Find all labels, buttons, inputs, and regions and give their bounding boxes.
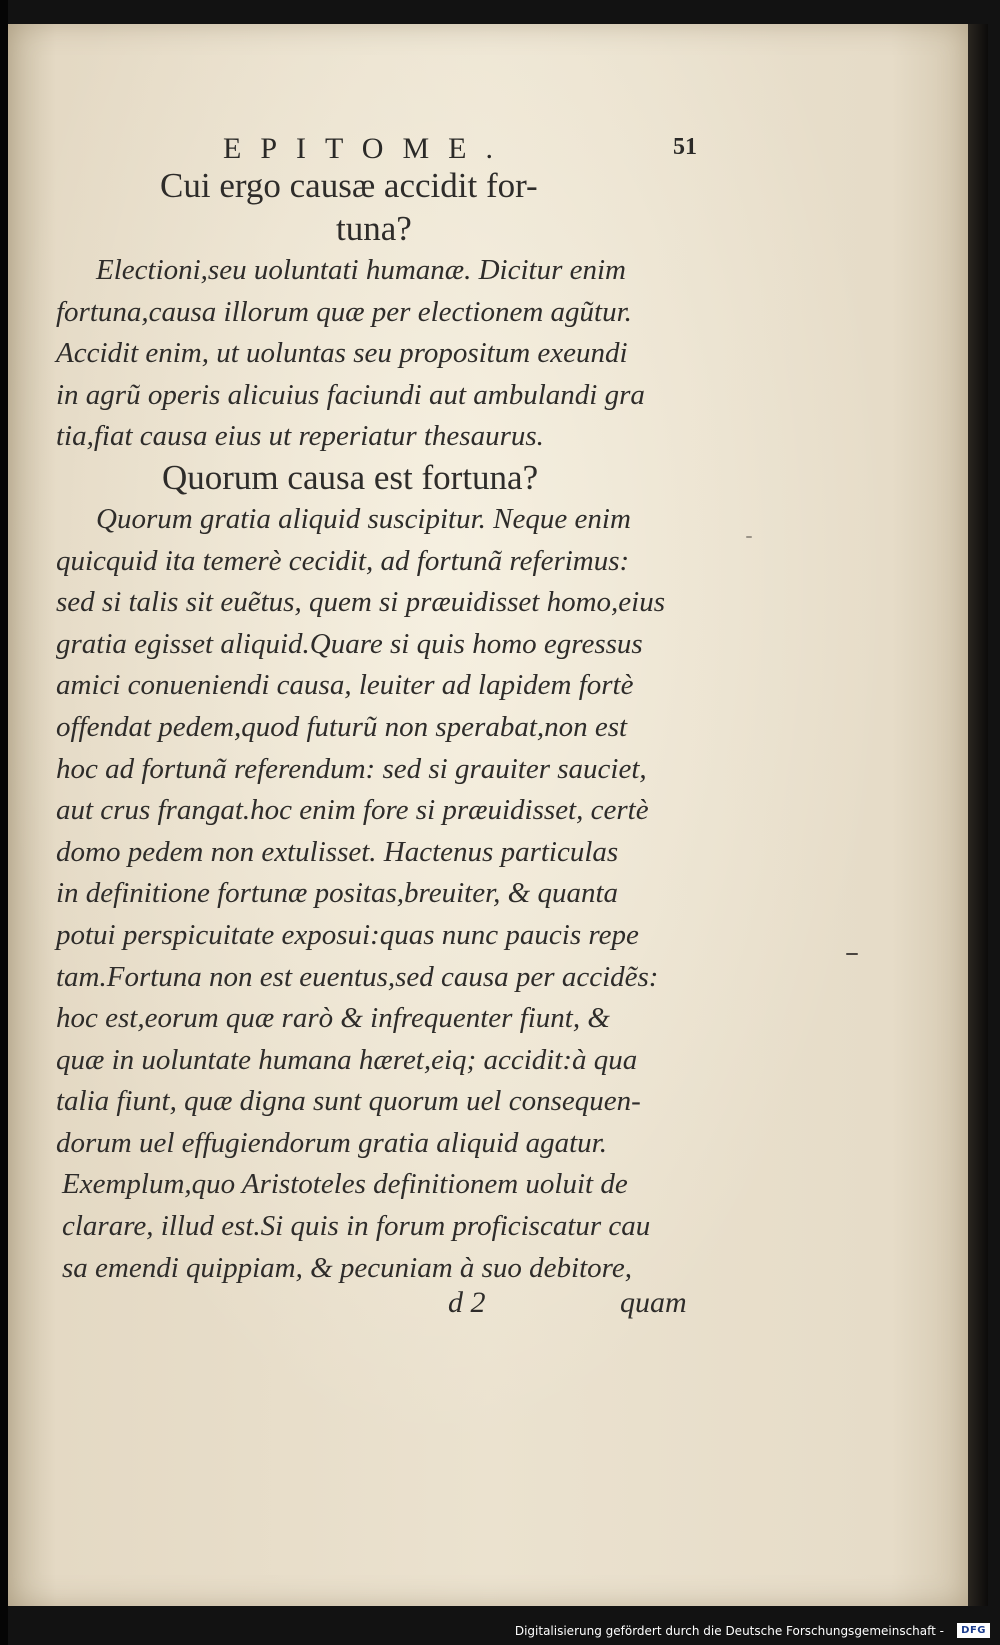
answer-paragraph-2 xyxy=(56,499,706,1289)
text-line: hoc est,eorum quæ rarò & infrequenter fiunt, & xyxy=(56,1002,610,1035)
scan-background-left xyxy=(0,0,8,1645)
answer-paragraph-1 xyxy=(56,250,706,458)
text-line: Accidit enim, ut uoluntas seu propositum exeundi xyxy=(56,337,628,370)
signature-mark: d 2 xyxy=(448,1286,486,1319)
text-line: quicquid ita temerè cecidit, ad fortunã referimus: xyxy=(56,544,630,577)
text-line: amici conueniendi causa, leuiter ad lapidem fortè xyxy=(56,669,634,702)
dfg-logo: DFG xyxy=(957,1623,990,1638)
folio-number: 51 xyxy=(673,134,697,160)
question-heading-1: Cui ergo causæ accidit for- xyxy=(160,166,538,205)
text-line: sed si talis sit euẽtus, quem si præuidisset homo,eius xyxy=(56,586,665,619)
text-line: gratia egisset aliquid.Quare si quis homo egressus xyxy=(56,627,643,660)
text-line: sa emendi quippiam, & pecuniam à suo debitore, xyxy=(62,1251,632,1284)
text-block xyxy=(56,164,706,1289)
text-line: in agrũ operis alicuius faciundi aut ambulandi gra xyxy=(56,378,645,411)
digitization-credit: Digitalisierung gefördert durch die Deutsche Forschungsgemeinschaft - xyxy=(514,1624,944,1638)
question-heading-2: Quorum causa est fortuna? xyxy=(162,457,539,497)
paper-speck xyxy=(846,953,858,955)
text-line: tia,fiat causa eius ut reperiatur thesaurus. xyxy=(56,420,544,453)
text-line: quæ in uoluntate humana hæret,eiq; accidit:à qua xyxy=(56,1043,638,1076)
text-line: Electioni,seu uoluntati humanæ. Dicitur enim xyxy=(96,254,627,286)
text-line: fortuna,causa illorum quæ per electionem agũtur. xyxy=(56,295,632,328)
catchword: quam xyxy=(620,1286,687,1319)
text-line: hoc ad fortunã referendum: sed si grauiter sauciet, xyxy=(56,752,647,785)
scan-background-right xyxy=(968,24,988,1606)
text-line: dorum uel effugiendorum gratia aliquid agatur. xyxy=(56,1126,607,1159)
running-head: EPITOME. xyxy=(223,132,512,165)
text-line: clarare, illud est.Si quis in forum proficiscatur cau xyxy=(62,1210,651,1243)
paper-speck xyxy=(746,536,752,538)
text-line: Quorum gratia aliquid suscipitur. Neque enim xyxy=(96,502,631,535)
text-line: potui perspicuitate exposui:quas nunc paucis repe xyxy=(56,918,639,951)
text-line: tam.Fortuna non est euentus,sed causa per accidẽs: xyxy=(56,960,659,993)
text-line: talia fiunt, quæ digna sunt quorum uel consequen- xyxy=(56,1085,641,1118)
text-line: aut crus frangat.hoc enim fore si præuidisset, certè xyxy=(56,794,649,827)
text-line: domo pedem non extulisset. Hactenus particulas xyxy=(56,835,619,868)
text-line: in definitione fortunæ positas,breuiter, & quanta xyxy=(56,877,619,910)
text-line: Exemplum,quo Aristoteles definitionem uoluit de xyxy=(62,1168,628,1201)
text-line: offendat pedem,quod futurũ non sperabat,non est xyxy=(56,710,628,743)
page-footer xyxy=(8,1286,968,1326)
book-page xyxy=(8,24,968,1606)
question-heading-1-continued: tuna? xyxy=(336,209,412,248)
